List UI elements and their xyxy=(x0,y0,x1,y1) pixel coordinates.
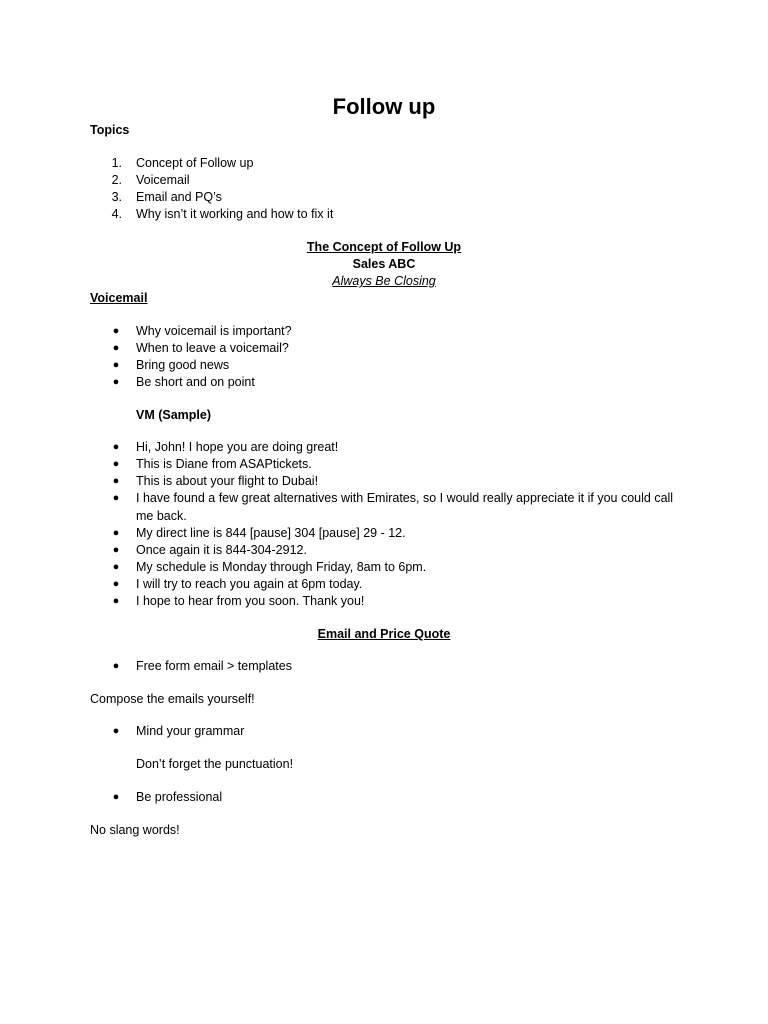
list-item-text: My direct line is 844 [pause] 304 [pause] 29 - 12. xyxy=(136,526,406,540)
list-item-text: When to leave a voicemail? xyxy=(136,341,289,355)
list-item-text: Why voicemail is important? xyxy=(136,324,292,338)
list-item-text: Free form email > templates xyxy=(136,659,292,673)
list-item-text: Voicemail xyxy=(136,173,190,187)
bullet-icon: ● xyxy=(112,359,120,371)
list-number: 1. xyxy=(111,156,122,170)
list-item-text: This is about your flight to Dubai! xyxy=(136,474,319,488)
list-item-text: Be professional xyxy=(136,790,223,804)
list-number: 4. xyxy=(111,207,122,221)
list-item-text: Hi, John! I hope you are doing great! xyxy=(136,440,339,454)
voicemail-heading: Voicemail xyxy=(90,291,148,305)
list-item-continuation: me back. xyxy=(136,509,187,523)
email-note: Don’t forget the punctuation! xyxy=(136,757,294,771)
email-paragraph: Compose the emails yourself! xyxy=(90,692,255,706)
document-title: Follow up xyxy=(332,94,436,119)
list-item-text: Be short and on point xyxy=(136,375,255,389)
list-item-text: Once again it is 844-304-2912. xyxy=(136,543,307,557)
bullet-icon: ● xyxy=(112,578,120,590)
email-paragraph: No slang words! xyxy=(90,823,180,837)
list-item-text: Why isn’t it working and how to fix it xyxy=(136,207,334,221)
bullet-icon: ● xyxy=(112,544,120,556)
bullet-icon: ● xyxy=(112,595,120,607)
list-item-text: I have found a few great alternatives with Emirates, so I would really appreciate it if you could call xyxy=(136,491,674,505)
list-item-text: Email and PQ’s xyxy=(136,190,222,204)
list-item-text: This is Diane from ASAPtickets. xyxy=(136,457,312,471)
bullet-icon: ● xyxy=(112,458,120,470)
bullet-icon: ● xyxy=(112,725,120,737)
bullet-icon: ● xyxy=(112,475,120,487)
topics-heading: Topics xyxy=(90,123,130,137)
list-item-text: I hope to hear from you soon. Thank you! xyxy=(136,594,365,608)
bullet-icon: ● xyxy=(112,342,120,354)
bullet-icon: ● xyxy=(112,376,120,388)
bullet-icon: ● xyxy=(112,325,120,337)
list-item-text: Bring good news xyxy=(136,358,230,372)
bullet-icon: ● xyxy=(112,527,120,539)
bullet-icon: ● xyxy=(112,660,120,672)
concept-subheading: Sales ABC xyxy=(352,257,416,271)
concept-heading: The Concept of Follow Up xyxy=(306,240,462,254)
concept-tagline: Always Be Closing xyxy=(332,274,436,288)
bullet-icon: ● xyxy=(112,441,120,453)
bullet-icon: ● xyxy=(112,492,120,504)
vm-sample-heading: VM (Sample) xyxy=(136,408,212,422)
list-number: 2. xyxy=(111,173,122,187)
list-item-text: I will try to reach you again at 6pm today. xyxy=(136,577,363,591)
list-item-text: Mind your grammar xyxy=(136,724,245,738)
bullet-icon: ● xyxy=(112,791,120,803)
list-item-text: Concept of Follow up xyxy=(136,156,254,170)
list-number: 3. xyxy=(111,190,122,204)
email-heading: Email and Price Quote xyxy=(317,627,451,641)
bullet-icon: ● xyxy=(112,561,120,573)
list-item-text: My schedule is Monday through Friday, 8am to 6pm. xyxy=(136,560,427,574)
